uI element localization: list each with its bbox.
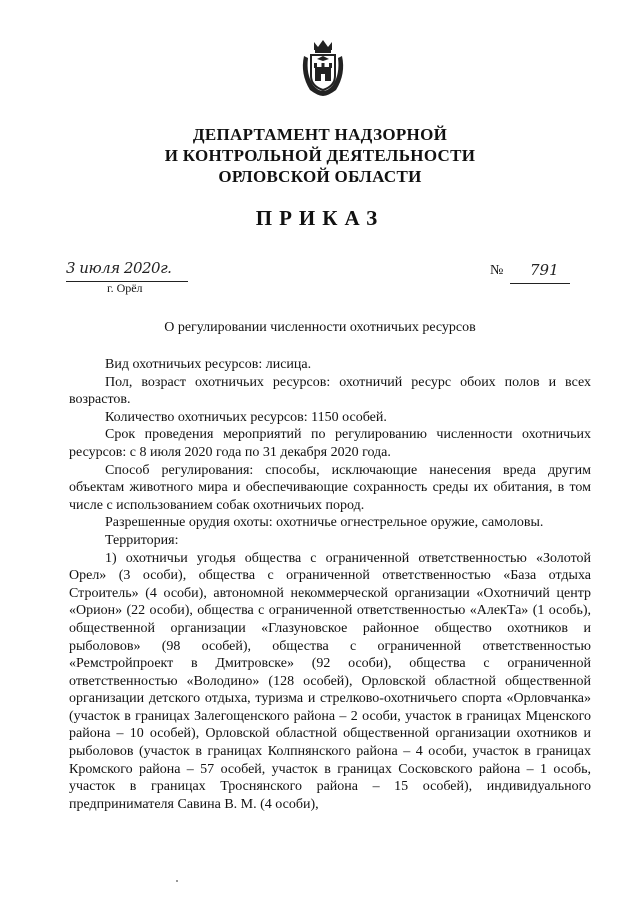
department-name-line-1: ДЕПАРТАМЕНТ НАДЗОРНОЙ — [192, 125, 448, 144]
coat-of-arms-emblem — [300, 38, 346, 98]
handwritten-date: 3 июля 2020г. — [66, 259, 172, 277]
number-underline — [510, 283, 570, 284]
document-type-title: ПРИКАЗ — [255, 206, 385, 230]
paragraph-territory-list: 1) охотничьи угодья общества с ограниченной ответственностью «Золотой Орел» (3 особи), общества с ограниченной ответственностью «База отдыха Строитель» (4 особи), автономной некоммерческой организации «Охотничий центр «Орион» (22 особи), общества с ограниченной ответственностью «АлекТа» (1 особь), общественной организации «Глазуновское районное общество охотников и рыболовов» (98 особей), общества с ограниченной ответственностью «Ремстройпроект в Дмитровске» (92 особи), общества с ограниченной ответственностью «Володино» (128 особей), Орловской областной общественной организации детского отдыха, туризма и стрелково-охотничьего спорта «Орловчанка» (участок в границах Залегощенского района – 2 особи, участок в границах Мценского района – 10 особей), Орловской областной общественной организации охотников и рыболовов (участок в границах Колпнянского района – 4 особи, участок в границах Кромского района – 57 особей, участок в границах Сосковского района – 1 особь, участок в границах Троснянского района – 15 особей), индивидуального предпринимателя Савина В. М. (4 особи), — [69, 550, 591, 812]
scan-speck — [176, 880, 178, 882]
paragraph-period: Срок проведения мероприятий по регулированию численности охотничьих ресурсов: с 8 июля 2020 года по 31 декабря 2020 года. — [69, 427, 591, 460]
paragraph-method: Способ регулирования: способы, исключающие нанесения вреда другим объектам животного мира и обеспечивающие сохранность среды их обитания, в том числе с использованием собак охотничьих пород. — [69, 462, 591, 513]
document-body — [69, 356, 591, 813]
department-name-line-2: И КОНТРОЛЬНОЙ ДЕЯТЕЛЬНОСТИ — [164, 146, 476, 165]
paragraph-weapons: Разрешенные орудия охоты: охотничье огнестрельное оружие, самоловы. — [105, 515, 544, 531]
paragraph-species: Вид охотничьих ресурсов: лисица. — [105, 357, 312, 372]
paragraph-territory-heading: Территория: — [105, 532, 179, 548]
paragraph-sex-age: Пол, возраст охотничьих ресурсов: охотничий ресурс обоих полов и всех возрастов. — [69, 374, 591, 408]
handwritten-number: 791 — [530, 261, 559, 279]
city-label: г. Орёл — [107, 281, 143, 295]
document-subject: О регулировании численности охотничьих ресурсов — [164, 320, 476, 335]
number-label: № — [490, 263, 504, 278]
department-name-line-3: ОРЛОВСКОЙ ОБЛАСТИ — [218, 167, 422, 186]
paragraph-quantity: Количество охотничьих ресурсов: 1150 особей. — [105, 409, 387, 425]
